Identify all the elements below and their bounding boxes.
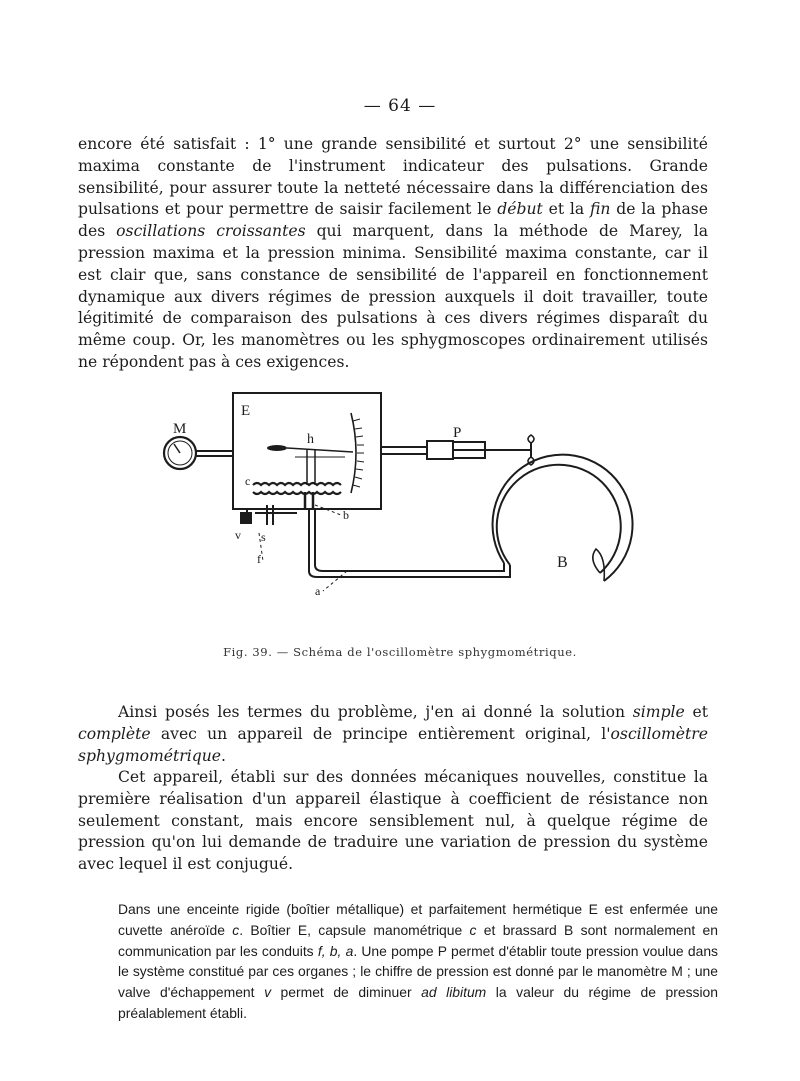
paragraph-4: Dans une enceinte rigide (boîtier métallique) et parfaitement hermétique E est enfermée une cuvette anéroïde c. Boîtier E, capsule manométrique c et brassard B sont normalement en communication par les conduits f, b, a. Une pompe P permet d'établir toute pression voulue dans le système constitué par ces organes ; le chiffre de pression est donné par le manomètre M ; une valve d'échappement v permet de diminuer ad libitum la valeur du régime de pression préalablement établi. [118, 901, 719, 1021]
scale-arc [351, 413, 356, 493]
pump-cylinder [427, 441, 453, 459]
paragraph-3: Cet appareil, établi sur des données mécaniques nouvelles, constitue la première réalisation d'un appareil élastique à coefficient de résistance non seulement constant, mais encore sensiblement nul, à quelque régime de pression qu'on lui demande de traduire une variation de pression du système avec lequel il est conjugué. [78, 768, 708, 874]
oscillometer-diagram [155, 385, 635, 625]
label-B: B [557, 554, 568, 571]
label-c: c [245, 474, 251, 488]
label-b: b [343, 508, 349, 522]
label-v: v [235, 528, 241, 542]
paragraph-2: Ainsi posés les termes du problème, j'en ai donné la solution simple et complète avec un appareil de principe entièrement original, l'oscillomètre sphygmométrique. [78, 703, 708, 765]
label-h: h [307, 432, 314, 447]
pointer-needle [287, 448, 353, 452]
label-a: a [315, 584, 321, 598]
label-f: f [257, 552, 261, 566]
label-E: E [241, 403, 251, 419]
label-P: P [453, 425, 462, 441]
paragraph-1: encore été satisfait : 1° une grande sensibilité et surtout 2° une sensibilité maxima constante de l'instrument indicateur des pulsations. Grande sensibilité, pour assurer toute la netteté nécessaire dans la différenciation des pulsations et pour permettre de saisir facilement le début et la fin de la phase des oscillations croissantes qui marquent, dans la méthode de Marey, la pression maxima et la pression minima. Sensibilité maxima constante, car il est clair que, sans constance de sensibilité de l'appareil en fonctionnement dynamique aux divers régimes de pression auxquels il doit travailler, toute légitimité de comparaison des pulsations à ces divers régimes disparaît du même coup. Or, les manomètres ou les sphygmoscopes ordinairement utilisés ne répondent pas à ces exigences. [78, 135, 708, 371]
figure-caption: Fig. 39. — Schéma de l'oscillomètre sphygmométrique. [223, 645, 577, 659]
label-M: M [173, 421, 187, 437]
page-number: — 64 — [363, 96, 437, 116]
aneroid-capsule [253, 483, 341, 485]
label-s: s [261, 530, 266, 544]
